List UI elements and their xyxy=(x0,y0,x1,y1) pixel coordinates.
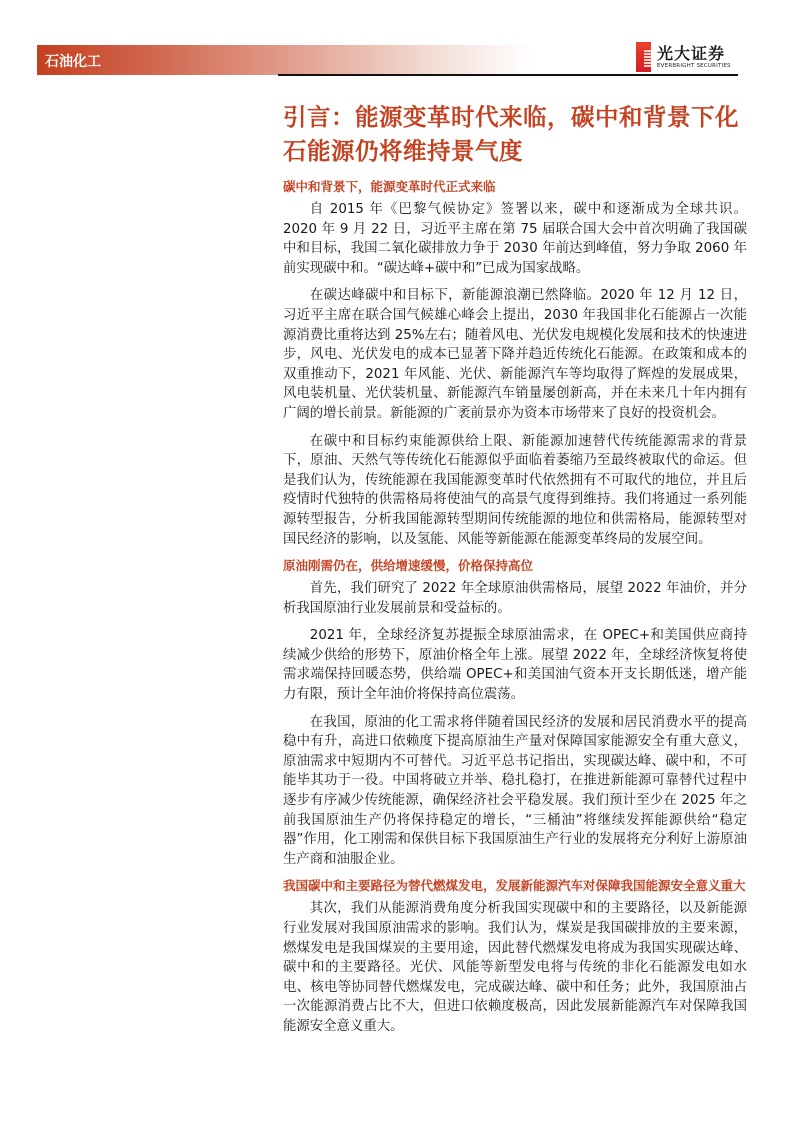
page-title: 引言：能源变革时代来临，碳中和背景下化石能源仍将维持景气度 xyxy=(283,103,739,165)
paragraph: 自 2015 年《巴黎气候协定》签署以来，碳中和逐渐成为全球共识。2020 年 9 月 22 日，习近平主席在第 75 届联合国大会中首次明确了我国碳中和目标，我国二氧化碳排放力争于 2030 年前达到峰值，努力争取 2060 年前实现碳中和。“碳达峰+碳中和”已成为国家战略。 xyxy=(283,202,747,276)
paragraph: 2021 年，全球经济复苏提振全球原油需求，在 OPEC+和美国供应商持续减少供给的形势下，原油价格全年上涨。展望 2022 年，全球经济恢复将使需求端保持回暖态势，供给端 OPEC+和美国油气资本开支长期低迷，增产能力有限，预计全年油价将保持高位震荡。 xyxy=(283,628,747,703)
section-heading: 原油刚需仍在，供给增速缓慢，价格保持高位 xyxy=(283,558,534,574)
paragraph: 其次，我们从能源消费角度分析我国实现碳中和的主要路径，以及新能源行业发展对我国原油需求的影响。我们认为，煤炭是我国碳排放的主要来源，燃煤发电是我国煤炭的主要用途，因此替代燃煤发电将成为我国实现碳达峰、碳中和的主要路径。光伏、风能等新型发电将与传统的非化石能源发电如水电、核电等协同替代燃煤发电，完成碳达峰、碳中和任务；此外，我国原油占一次能源消费占比不大，但进口依赖度极高，因此发展新能源汽车对保障我国能源安全意义重大。 xyxy=(283,901,747,1034)
section-header-band xyxy=(37,45,532,75)
section-label: 石油化工 xyxy=(45,54,101,70)
paragraph: 在碳达峰碳中和目标下，新能源浪潮已然降临。2020 年 12 月 12 日，习近平主席在联合国气候雄心峰会上提出，2030 年我国非化石能源占一次能源消费比重将达到 25%左右；随着风电、光伏发电规模化发展和技术的快速进步，风电、光伏发电的成本已显著下降并趋近传统化石能源。在政策和成本的双重推动下，2021 年风能、光伏、新能源汽车等均取得了辉煌的发展成果，风电装机量、光伏装机量、新能源汽车销量屡创新高，并在未来几十年内拥有广阔的增长前景。新能源的广袤前景亦为资本市场带来了良好的投资机会。 xyxy=(283,288,747,421)
paragraph: 首先，我们研究了 2022 年全球原油供需格局，展望 2022 年油价，并分析我国原油行业发展前景和受益标的。 xyxy=(283,581,747,616)
paragraph: 在我国，原油的化工需求将伴随着国民经济的发展和居民消费水平的提高稳中有升，高进口依赖度下提高原油生产量对保障国家能源安全有重大意义，原油需求中短期内不可替代。习近平总书记指出，实现碳达峰、碳中和，不可能毕其功于一役。中国将破立并举、稳扎稳打，在推进新能源可靠替代过程中逐步有序减少传统能源，确保经济社会平稳发展。我们预计至少在 2025 年之前我国原油生产仍将保持稳定的增长，“三桶油”将继续发挥能源供给“稳定器”作用，化工刚需和保供目标下我国原油生产行业的发展将充分利好上游原油生产商和油服企业。 xyxy=(283,714,747,867)
brand-name-cn: 光大证券 xyxy=(657,44,726,63)
section-heading: 我国碳中和主要路径为替代燃煤发电，发展新能源汽车对保障我国能源安全意义重大 xyxy=(283,878,746,894)
everbright-logo-icon xyxy=(636,42,651,72)
paragraph: 在碳中和目标约束能源供给上限、新能源加速替代传统能源需求的背景下，原油、天然气等传统化石能源似乎面临着萎缩乃至最终被取代的命运。但是我们认为，传统能源在我国能源变革时代依然拥有不可取代的地位，并且后疫情时代独特的供需格局将使油气的高景气度得到维持。我们将通过一系列能源转型报告，分析我国能源转型期间传统能源的地位和供需格局，能源转型对国民经济的影响，以及氢能、风能等新能源在能源变革终局的发展空间。 xyxy=(283,433,747,547)
brand-logo xyxy=(636,41,746,73)
section-2 xyxy=(283,557,747,869)
report-body xyxy=(283,100,747,1045)
brand-name-en: EVERBRIGHT SECURITIES xyxy=(657,63,731,69)
section-heading: 碳中和背景下，能源变革时代正式来临 xyxy=(283,179,496,194)
header-divider xyxy=(278,74,738,76)
section-3 xyxy=(283,877,747,1036)
section-1 xyxy=(283,178,747,549)
